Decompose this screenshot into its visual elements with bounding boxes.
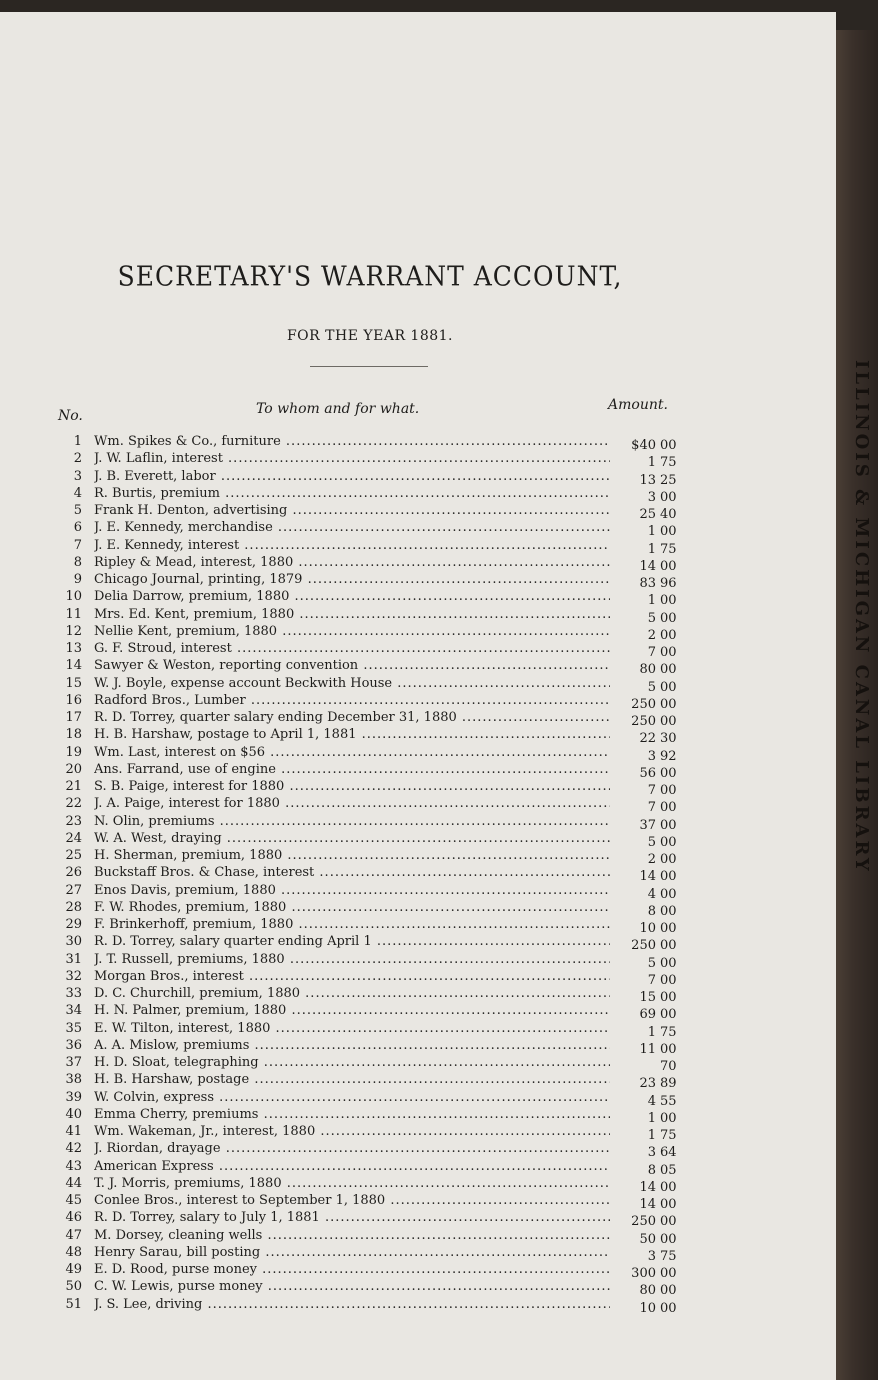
- column-header-no: No.: [58, 408, 83, 424]
- row-amount: [610, 1300, 680, 1317]
- amount-cents: 00: [660, 990, 677, 1005]
- row-description: F. Brinkerhoff, premium, 1880 .....: [94, 916, 610, 933]
- table-row: [54, 450, 714, 471]
- amount-cents: 00: [660, 955, 677, 971]
- row-description: S. B. Paige, interest for 1880 .....: [94, 778, 610, 795]
- amount-dollars: 1: [647, 1128, 656, 1143]
- row-number: 24: [65, 830, 82, 846]
- table-row: [54, 588, 714, 609]
- row-number: 38: [65, 1072, 82, 1088]
- row-number: 20: [65, 761, 82, 777]
- table-row: [54, 795, 714, 816]
- amount-cents: 96: [660, 576, 677, 591]
- amount-cents: 00: [660, 903, 677, 919]
- row-number: 14: [65, 658, 82, 674]
- table-row: [54, 1071, 714, 1092]
- amount-dollars: 1: [647, 1110, 656, 1126]
- table-row: [54, 726, 714, 747]
- amount-cents: 00: [660, 593, 677, 609]
- amount-dollars: 5: [647, 834, 656, 850]
- table-row: [54, 968, 714, 988]
- amount-dollars: 10: [639, 1300, 656, 1316]
- row-description: Henry Sarau, bill posting .....: [94, 1244, 610, 1261]
- table-row: [54, 640, 714, 660]
- amount-cents: 00: [660, 1197, 677, 1212]
- table-row: [54, 882, 714, 902]
- amount-cents: 00: [660, 558, 677, 574]
- row-number: 45: [65, 1193, 82, 1208]
- row-number: 50: [65, 1279, 82, 1295]
- table-row: [54, 916, 714, 936]
- row-description: N. Olin, premiums .....: [94, 813, 610, 830]
- row-number: 49: [65, 1262, 82, 1277]
- amount-dollars: 2: [647, 627, 656, 643]
- row-description: Wm. Spikes & Co., furniture .....: [94, 433, 610, 450]
- amount-dollars: 56: [639, 765, 656, 781]
- row-description: F. W. Rhodes, premium, 1880 .....: [94, 899, 610, 916]
- column-header-description: To whom and for what.: [256, 401, 420, 417]
- row-number: 43: [65, 1158, 82, 1174]
- table-row: [54, 1002, 714, 1023]
- amount-cents: 00: [660, 1110, 677, 1126]
- row-description: Radford Bros., Lumber .....: [94, 692, 610, 709]
- amount-cents: 00: [660, 938, 677, 954]
- row-number: 9: [73, 572, 82, 587]
- row-number: 34: [65, 1003, 82, 1019]
- amount-cents: 00: [660, 696, 677, 712]
- amount-cents: 00: [660, 972, 677, 988]
- table-row: [54, 744, 714, 764]
- amount-dollars: 23: [639, 1076, 656, 1092]
- amount-cents: 00: [660, 1041, 677, 1057]
- amount-cents: 00: [660, 1007, 677, 1023]
- row-number: 48: [65, 1244, 82, 1260]
- row-description: R. D. Torrey, quarter salary ending December 31, 1880 .....: [94, 709, 610, 726]
- amount-cents: 00: [660, 714, 677, 729]
- table-row: [54, 571, 714, 591]
- row-number: 5: [73, 503, 82, 518]
- amount-dollars: 50: [639, 1231, 656, 1247]
- amount-dollars: $40: [631, 438, 656, 453]
- row-number: 17: [65, 710, 82, 725]
- row-number: 42: [65, 1141, 82, 1157]
- amount-dollars: 37: [639, 817, 656, 833]
- row-number: 23: [65, 813, 82, 829]
- amount-dollars: 250: [631, 696, 656, 712]
- table-row: [54, 933, 714, 954]
- table-row: [54, 1020, 714, 1040]
- row-description: Morgan Bros., interest .....: [94, 968, 610, 985]
- row-description: W. J. Boyle, expense account Beckwith House .....: [94, 675, 610, 692]
- row-number: 21: [65, 779, 82, 794]
- row-number: 40: [65, 1106, 82, 1122]
- row-description: Sawyer & Weston, reporting convention .....: [94, 657, 610, 674]
- amount-dollars: 11: [639, 1041, 656, 1057]
- document-page: [0, 12, 836, 1380]
- row-description: H. B. Harshaw, postage to April 1, 1881 .....: [94, 726, 610, 743]
- page-title: SECRETARY'S WARRANT ACCOUNT,: [117, 260, 623, 293]
- amount-cents: 00: [660, 1283, 677, 1299]
- row-number: 10: [65, 589, 82, 605]
- column-header-amount: Amount.: [608, 397, 668, 413]
- amount-cents: 00: [660, 610, 677, 626]
- row-description: A. A. Mislow, premiums .....: [94, 1037, 610, 1054]
- amount-cents: 70: [660, 1059, 677, 1074]
- table-row: [54, 1037, 714, 1057]
- amount-cents: 00: [660, 1179, 677, 1195]
- amount-dollars: 1: [647, 593, 656, 609]
- row-description: Wm. Wakeman, Jr., interest, 1880 .....: [94, 1123, 610, 1140]
- row-description: M. Dorsey, cleaning wells .....: [94, 1227, 610, 1244]
- amount-dollars: 1: [647, 455, 656, 471]
- table-row: [54, 1227, 714, 1247]
- spine-text: ILLINOIS & MICHIGAN CANAL LIBRARY: [851, 360, 872, 874]
- amount-cents: 75: [660, 455, 677, 471]
- row-number: 8: [73, 554, 82, 570]
- row-number: 25: [65, 848, 82, 863]
- amount-dollars: 3: [647, 1145, 656, 1161]
- amount-dollars: 3: [647, 489, 656, 505]
- amount-cents: 00: [660, 645, 677, 660]
- row-description: J. B. Everett, labor .....: [94, 468, 610, 485]
- amount-dollars: 250: [631, 714, 656, 729]
- row-number: 31: [65, 951, 82, 967]
- table-row: [54, 502, 714, 522]
- amount-dollars: 5: [647, 610, 656, 626]
- table-row: [54, 554, 714, 574]
- row-number: 6: [73, 520, 82, 536]
- row-number: 18: [65, 727, 82, 743]
- table-row: [54, 899, 714, 919]
- amount-cents: 00: [660, 489, 677, 505]
- amount-cents: 00: [660, 800, 677, 816]
- row-description: J. S. Lee, driving .....: [94, 1296, 610, 1313]
- row-description: H. B. Harshaw, postage .....: [94, 1071, 610, 1088]
- row-description: J. A. Paige, interest for 1880 .....: [94, 795, 610, 812]
- row-number: 47: [65, 1227, 82, 1243]
- row-description: W. A. West, draying .....: [94, 830, 610, 847]
- row-number: 35: [65, 1020, 82, 1036]
- row-number: 46: [65, 1210, 82, 1226]
- amount-dollars: 4: [647, 886, 656, 902]
- row-description: Mrs. Ed. Kent, premium, 1880 .....: [94, 606, 610, 623]
- row-description: J. W. Laflin, interest .....: [94, 450, 610, 467]
- table-row: [54, 709, 714, 729]
- table-row: [54, 985, 714, 1005]
- row-number: 1: [73, 434, 82, 449]
- row-number: 51: [65, 1296, 82, 1312]
- table-row: [54, 1261, 714, 1281]
- amount-dollars: 15: [639, 990, 656, 1005]
- row-description: Frank H. Denton, advertising .....: [94, 502, 610, 519]
- row-description: Chicago Journal, printing, 1879 .....: [94, 571, 610, 588]
- table-row: [54, 537, 714, 557]
- row-description: G. F. Stroud, interest .....: [94, 640, 610, 657]
- table-row: [54, 1158, 714, 1178]
- table-row: [54, 519, 714, 540]
- row-description: D. C. Churchill, premium, 1880 .....: [94, 985, 610, 1002]
- amount-dollars: 69: [639, 1007, 656, 1023]
- amount-dollars: 80: [639, 662, 656, 678]
- amount-dollars: 7: [647, 972, 656, 988]
- amount-dollars: 25: [639, 507, 656, 522]
- amount-dollars: 1: [647, 524, 656, 540]
- table-row: [54, 951, 714, 971]
- amount-dollars: 5: [647, 955, 656, 971]
- row-description: Emma Cherry, premiums .....: [94, 1106, 610, 1123]
- amount-dollars: 83: [639, 576, 656, 591]
- table-row: [54, 1296, 714, 1316]
- row-description: Wm. Last, interest on $56 .....: [94, 744, 610, 761]
- row-description: Delia Darrow, premium, 1880 .....: [94, 588, 610, 605]
- amount-dollars: 14: [639, 558, 656, 574]
- table-row: [54, 1192, 714, 1212]
- row-number: 2: [73, 451, 82, 467]
- amount-cents: 25: [660, 472, 677, 488]
- row-description: H. N. Palmer, premium, 1880 .....: [94, 1002, 610, 1019]
- row-description: E. D. Rood, purse money .....: [94, 1261, 610, 1278]
- row-description: C. W. Lewis, purse money .....: [94, 1278, 610, 1295]
- row-description: Enos Davis, premium, 1880 .....: [94, 882, 610, 899]
- table-row: [54, 1175, 714, 1195]
- table-row: [54, 1123, 714, 1143]
- amount-cents: 00: [660, 834, 677, 850]
- amount-dollars: 14: [639, 869, 656, 885]
- row-description: H. D. Sloat, telegraphing .....: [94, 1054, 610, 1071]
- row-number: 22: [65, 796, 82, 812]
- table-row: [54, 675, 714, 695]
- amount-cents: 75: [660, 1248, 677, 1264]
- row-number: 27: [65, 882, 82, 898]
- row-description: J. Riordan, drayage .....: [94, 1140, 610, 1157]
- row-description: E. W. Tilton, interest, 1880 .....: [94, 1020, 610, 1037]
- amount-cents: 00: [660, 679, 677, 695]
- row-description: R. Burtis, premium .....: [94, 485, 610, 502]
- row-number: 30: [65, 934, 82, 950]
- row-description: R. D. Torrey, salary to July 1, 1881 .....: [94, 1209, 610, 1226]
- amount-cents: 00: [660, 438, 677, 453]
- amount-cents: 00: [660, 627, 677, 643]
- row-description: R. D. Torrey, salary quarter ending April 1 .....: [94, 933, 610, 950]
- table-row: [54, 761, 714, 781]
- page-subtitle: FOR THE YEAR 1881.: [286, 328, 454, 344]
- amount-cents: 00: [660, 1214, 677, 1230]
- amount-cents: 92: [660, 748, 677, 764]
- table-row: [54, 1278, 714, 1299]
- amount-dollars: 3: [647, 748, 656, 764]
- amount-cents: 00: [660, 869, 677, 885]
- row-number: 16: [65, 692, 82, 708]
- table-row: [54, 433, 714, 453]
- amount-cents: 00: [660, 524, 677, 540]
- amount-dollars: 2: [647, 852, 656, 867]
- amount-dollars: 5: [647, 679, 656, 695]
- amount-dollars: 8: [647, 903, 656, 919]
- row-number: 3: [73, 468, 82, 484]
- amount-cents: 05: [660, 1162, 677, 1178]
- amount-cents: 40: [660, 507, 677, 522]
- row-number: 41: [65, 1124, 82, 1139]
- amount-cents: 00: [660, 1266, 677, 1281]
- row-number: 36: [65, 1037, 82, 1053]
- amount-cents: 55: [660, 1093, 677, 1109]
- table-row: [54, 606, 714, 626]
- table-row: [54, 1244, 714, 1264]
- table-row: [54, 468, 714, 488]
- row-number: 29: [65, 917, 82, 932]
- warrant-table: [54, 433, 714, 1316]
- row-description: H. Sherman, premium, 1880 .....: [94, 847, 610, 864]
- amount-cents: 00: [660, 852, 677, 867]
- row-description: Ans. Farrand, use of engine .....: [94, 761, 610, 778]
- amount-cents: 30: [660, 731, 677, 747]
- row-description: Ripley & Mead, interest, 1880 .....: [94, 554, 610, 571]
- row-number: 4: [73, 485, 82, 501]
- amount-cents: 75: [660, 541, 677, 557]
- table-row: [54, 813, 714, 833]
- amount-dollars: 1: [647, 541, 656, 557]
- row-description: J. E. Kennedy, interest .....: [94, 537, 610, 554]
- table-row: [54, 1089, 714, 1109]
- row-number: 7: [73, 537, 82, 553]
- amount-dollars: 80: [639, 1283, 656, 1299]
- amount-cents: 00: [660, 921, 677, 936]
- table-row: [54, 847, 714, 867]
- row-number: 37: [65, 1055, 82, 1070]
- amount-cents: 64: [660, 1145, 677, 1161]
- table-row: [54, 778, 714, 798]
- row-number: 15: [65, 675, 82, 691]
- amount-cents: 00: [660, 765, 677, 781]
- row-description: Buckstaff Bros. & Chase, interest .....: [94, 864, 610, 881]
- row-description: W. Colvin, express .....: [94, 1089, 610, 1106]
- row-description: Conlee Bros., interest to September 1, 1880 .....: [94, 1192, 610, 1209]
- amount-cents: 89: [660, 1076, 677, 1092]
- amount-dollars: 300: [631, 1266, 656, 1281]
- row-description: J. E. Kennedy, merchandise .....: [94, 519, 610, 536]
- amount-dollars: 14: [639, 1197, 656, 1212]
- table-row: [54, 657, 714, 678]
- amount-dollars: 1: [647, 1024, 656, 1040]
- table-row: [54, 1106, 714, 1126]
- amount-dollars: 22: [639, 731, 656, 747]
- table-row: [54, 623, 714, 643]
- amount-dollars: 7: [647, 800, 656, 816]
- amount-cents: 75: [660, 1128, 677, 1143]
- amount-cents: 75: [660, 1024, 677, 1040]
- row-number: 33: [65, 986, 82, 1001]
- row-description: American Express .....: [94, 1158, 610, 1175]
- amount-dollars: 14: [639, 1179, 656, 1195]
- amount-cents: 00: [660, 1231, 677, 1247]
- amount-cents: 00: [660, 662, 677, 678]
- amount-cents: 00: [660, 783, 677, 798]
- row-number: 44: [65, 1175, 82, 1191]
- table-row: [54, 1054, 714, 1074]
- table-row: [54, 1209, 714, 1230]
- amount-dollars: 4: [647, 1093, 656, 1109]
- amount-dollars: 13: [639, 472, 656, 488]
- amount-dollars: 8: [647, 1162, 656, 1178]
- amount-dollars: 250: [631, 1214, 656, 1230]
- row-number: 39: [65, 1089, 82, 1105]
- row-number: 13: [65, 641, 82, 656]
- amount-dollars: 7: [647, 783, 656, 798]
- row-number: 26: [65, 865, 82, 881]
- table-row: [54, 1140, 714, 1161]
- row-number: 28: [65, 899, 82, 915]
- row-number: 12: [65, 623, 82, 639]
- row-number: 19: [65, 744, 82, 760]
- title-divider: [310, 366, 428, 367]
- table-row: [54, 864, 714, 885]
- amount-cents: 00: [660, 886, 677, 902]
- row-description: J. T. Russell, premiums, 1880 .....: [94, 951, 610, 968]
- amount-cents: 00: [660, 817, 677, 833]
- table-row: [54, 485, 714, 505]
- amount-dollars: 250: [631, 938, 656, 954]
- row-description: Nellie Kent, premium, 1880 .....: [94, 623, 610, 640]
- amount-cents: 00: [660, 1300, 677, 1316]
- amount-dollars: 7: [647, 645, 656, 660]
- amount-dollars: 3: [647, 1248, 656, 1264]
- row-description: T. J. Morris, premiums, 1880 .....: [94, 1175, 610, 1192]
- table-row: [54, 692, 714, 712]
- row-number: 11: [65, 606, 82, 622]
- table-row: [54, 830, 714, 850]
- amount-dollars: 10: [639, 921, 656, 936]
- row-number: 32: [65, 968, 82, 984]
